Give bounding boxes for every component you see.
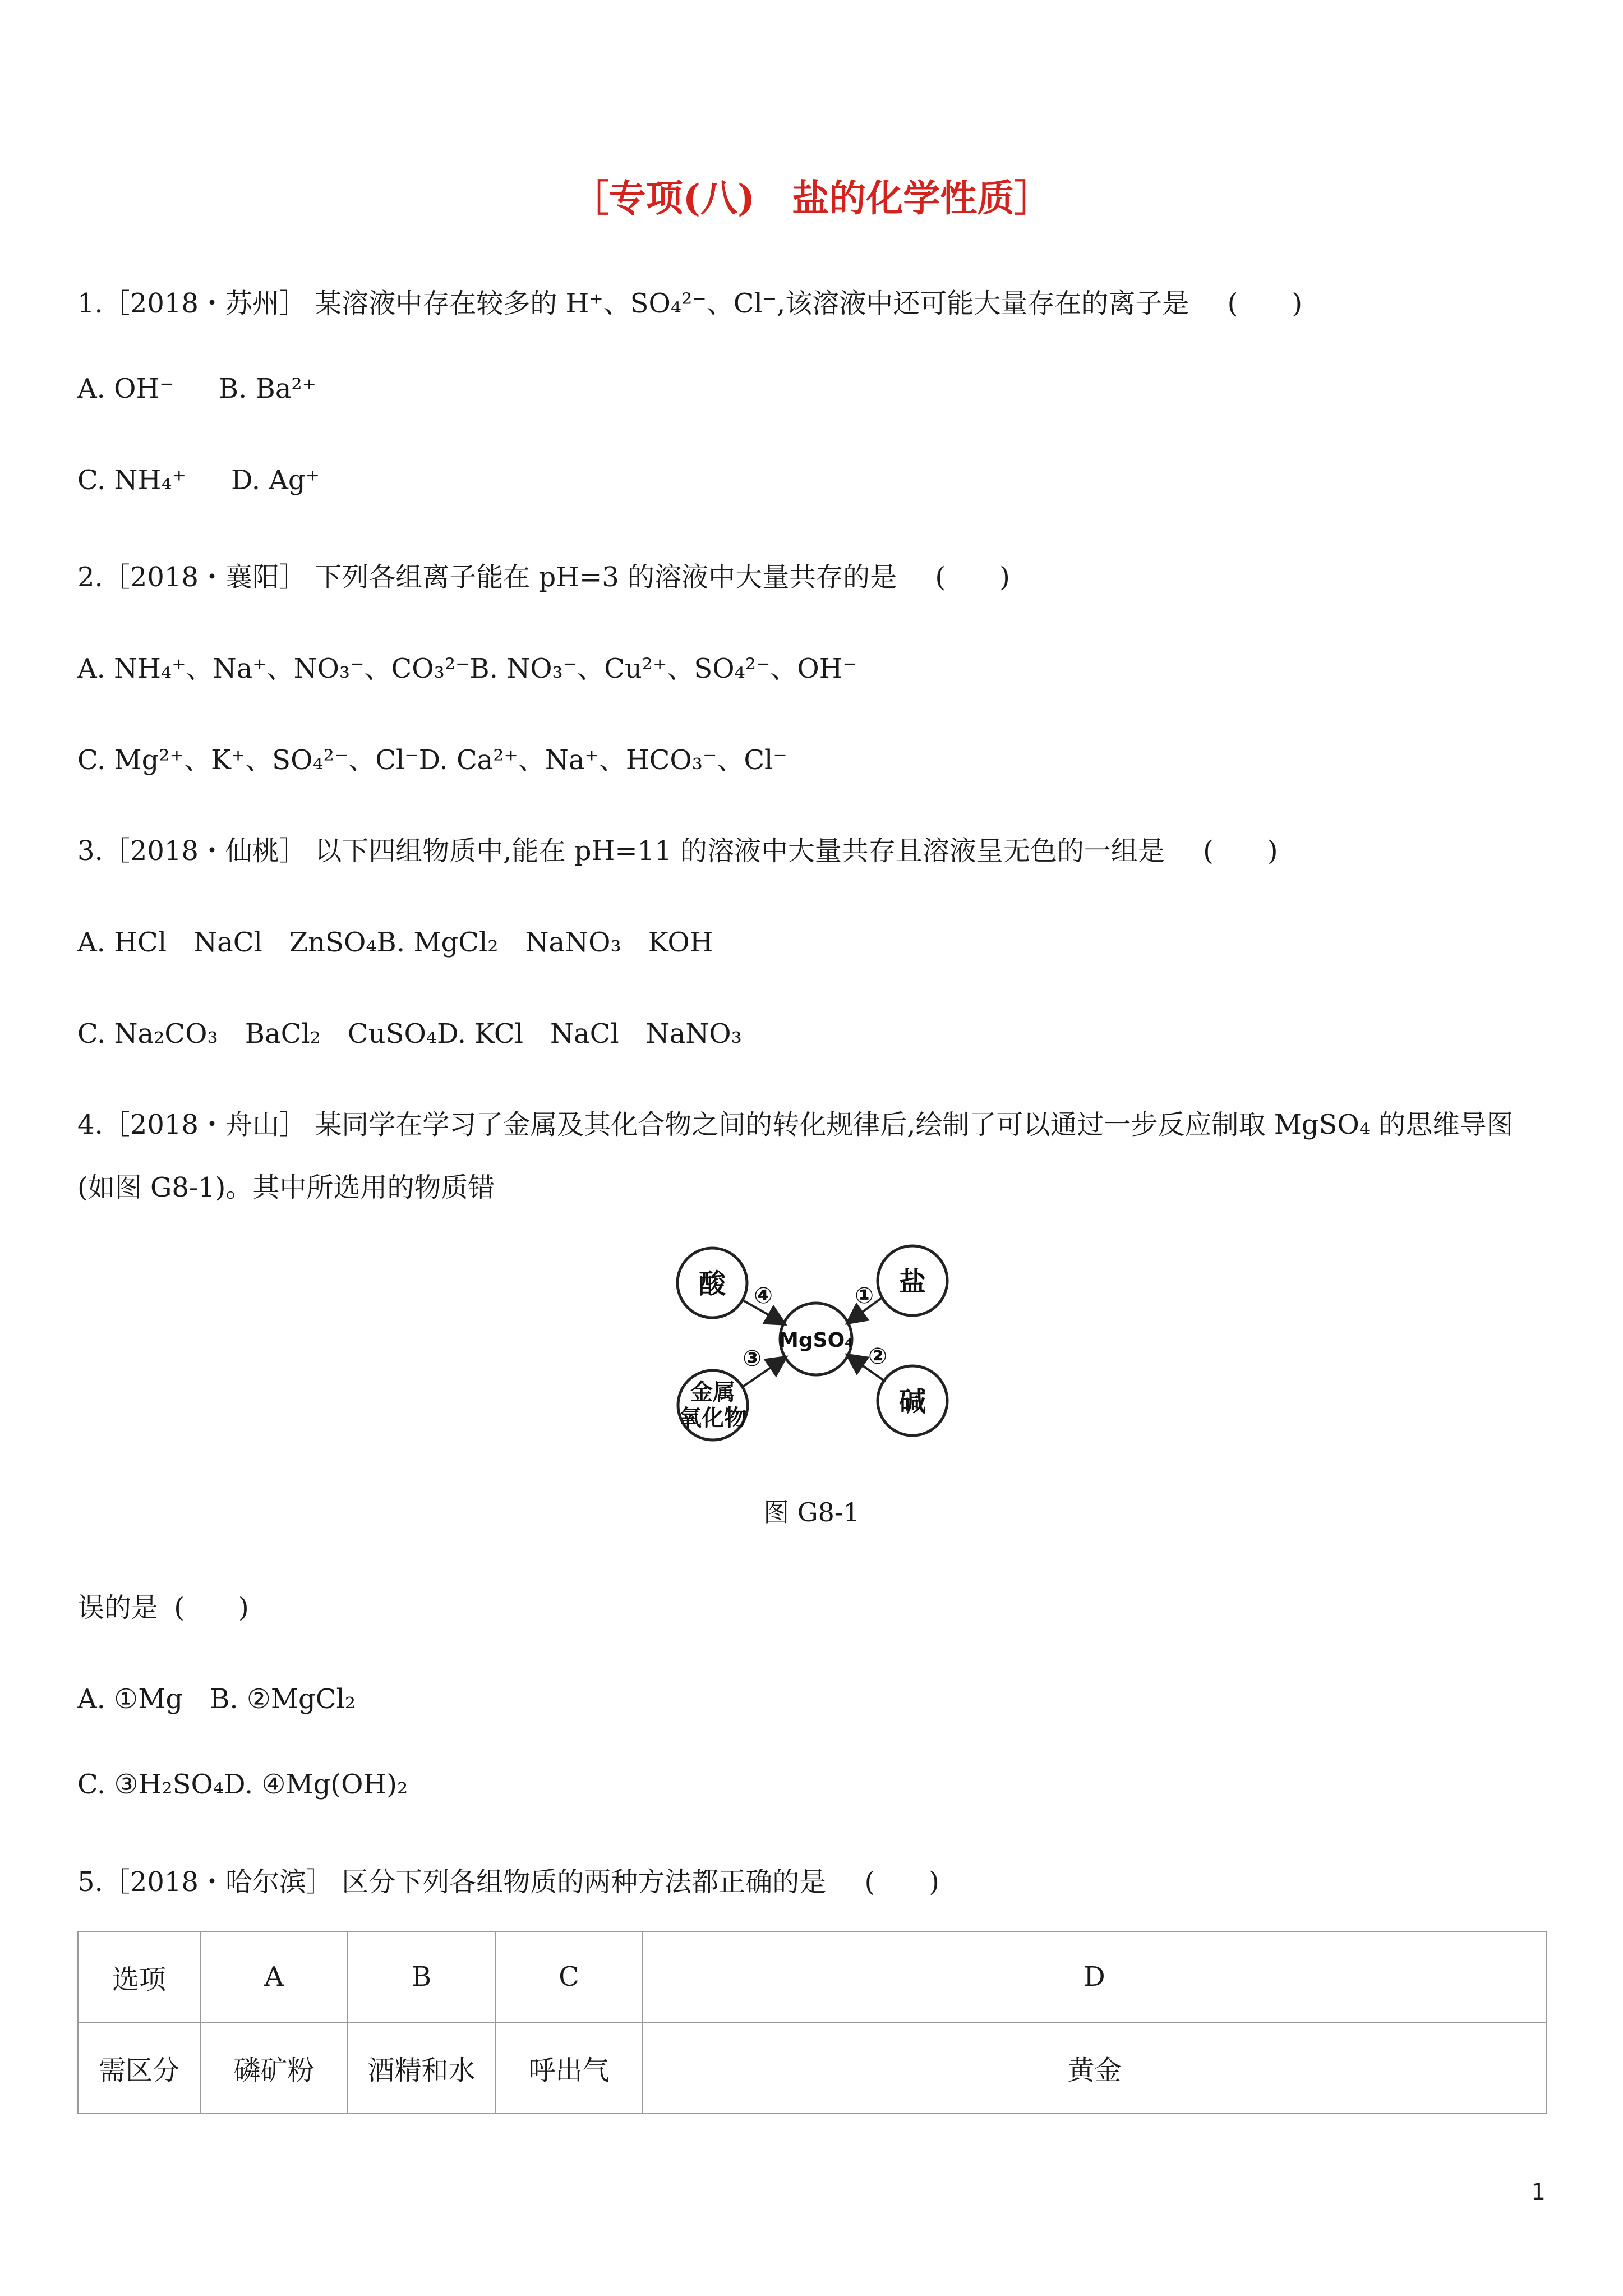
- table-cell: 呼出气: [495, 2022, 643, 2113]
- question-2-stem: [77, 555, 1015, 594]
- question-5-text: 5.［2018・哈尔滨］ 区分下列各组物质的两种方法都正确的是: [77, 1866, 827, 1898]
- comparison-table: [77, 1931, 1547, 2114]
- table-cell: 黄金: [643, 2022, 1546, 2113]
- option-c: C. NH₄⁺: [77, 464, 186, 496]
- table-cell: 酒精和水: [348, 2022, 495, 2113]
- question-4-text: 误的是: [77, 1592, 159, 1623]
- oxide-label-line1: 金属: [690, 1379, 735, 1405]
- oxide-label-line2: 氧化物: [679, 1405, 746, 1431]
- table-row: [78, 2022, 1546, 2113]
- question-3-stem: [77, 829, 1283, 868]
- answer-paren: ( ): [1227, 288, 1303, 319]
- answer-paren: ( ): [1203, 835, 1278, 867]
- answer-paren: ( ): [174, 1592, 249, 1623]
- question-2-options-cd: C. Mg²⁺、K⁺、SO₄²⁻、Cl⁻D. Ca²⁺、Na⁺、HCO₃⁻、Cl⁻: [77, 744, 787, 776]
- question-4-stem-line3: [77, 1586, 253, 1625]
- option-b: B. Ba²⁺: [218, 373, 316, 404]
- salt-label: 盐: [898, 1266, 926, 1297]
- question-2-text: 2.［2018・襄阳］ 下列各组离子能在 pH=3 的溶液中大量共存的是: [77, 562, 897, 593]
- label-4: ④: [754, 1283, 773, 1309]
- mgso4-label: MgSO₄: [778, 1329, 854, 1352]
- page-number: 1: [1531, 2179, 1546, 2205]
- label-3: ③: [743, 1346, 762, 1372]
- question-4-stem-line2: (如图 G8-1)。其中所选用的物质错: [77, 1172, 495, 1203]
- table-cell: C: [495, 1931, 643, 2022]
- base-label: 碱: [898, 1386, 926, 1418]
- answer-paren: ( ): [935, 562, 1010, 593]
- question-4-stem-line1: 4.［2018・舟山］ 某同学在学习了金属及其化合物之间的转化规律后,绘制了可以通过一步反应制取 MgSO₄ 的思维导图: [77, 1109, 1514, 1140]
- table-cell: A: [200, 1931, 348, 2022]
- table-cell: 选项: [78, 1931, 200, 2022]
- label-1: ①: [855, 1283, 874, 1309]
- question-3-options-cd: C. Na₂CO₃ BaCl₂ CuSO₄D. KCl NaCl NaNO₃: [77, 1018, 742, 1050]
- question-5-stem: [77, 1860, 944, 1899]
- figure-caption: 图 G8-1: [763, 1497, 860, 1527]
- question-3-text: 3.［2018・仙桃］ 以下四组物质中,能在 pH=11 的溶液中大量共存且溶液呈无色的一组是: [77, 835, 1165, 867]
- question-4-options-cd: C. ③H₂SO₄D. ④Mg(OH)₂: [77, 1769, 408, 1800]
- option-d: D. Ag⁺: [230, 464, 320, 496]
- acid-label: 酸: [698, 1268, 726, 1300]
- question-1-text: 1.［2018・苏州］ 某溶液中存在较多的 H⁺、SO₄²⁻、Cl⁻,该溶液中还可能大量存在的离子是: [77, 288, 1189, 319]
- page-title: ［专项(八) 盐的化学性质］: [571, 176, 1052, 220]
- table-header-row: [78, 1931, 1546, 2022]
- table-cell: D: [643, 1931, 1546, 2022]
- question-1-options-ab: [77, 373, 316, 404]
- table-cell: 磷矿粉: [200, 2022, 348, 2113]
- question-4-options-ab: A. ①Mg B. ②MgCl₂: [77, 1683, 356, 1715]
- table-cell: B: [348, 1931, 495, 2022]
- answer-paren: ( ): [864, 1866, 939, 1898]
- question-2-options-ab: A. NH₄⁺、Na⁺、NO₃⁻、CO₃²⁻B. NO₃⁻、Cu²⁺、SO₄²⁻、OH⁻: [77, 653, 857, 684]
- table-cell: 需区分: [78, 2022, 200, 2113]
- label-2: ②: [868, 1343, 887, 1369]
- mgso4-mind-map: [670, 1237, 973, 1450]
- question-1-options-cd: [77, 464, 320, 496]
- question-3-options-ab: A. HCl NaCl ZnSO₄B. MgCl₂ NaNO₃ KOH: [77, 927, 713, 958]
- option-a: A. OH⁻: [77, 373, 174, 404]
- question-1-stem: [77, 282, 1307, 320]
